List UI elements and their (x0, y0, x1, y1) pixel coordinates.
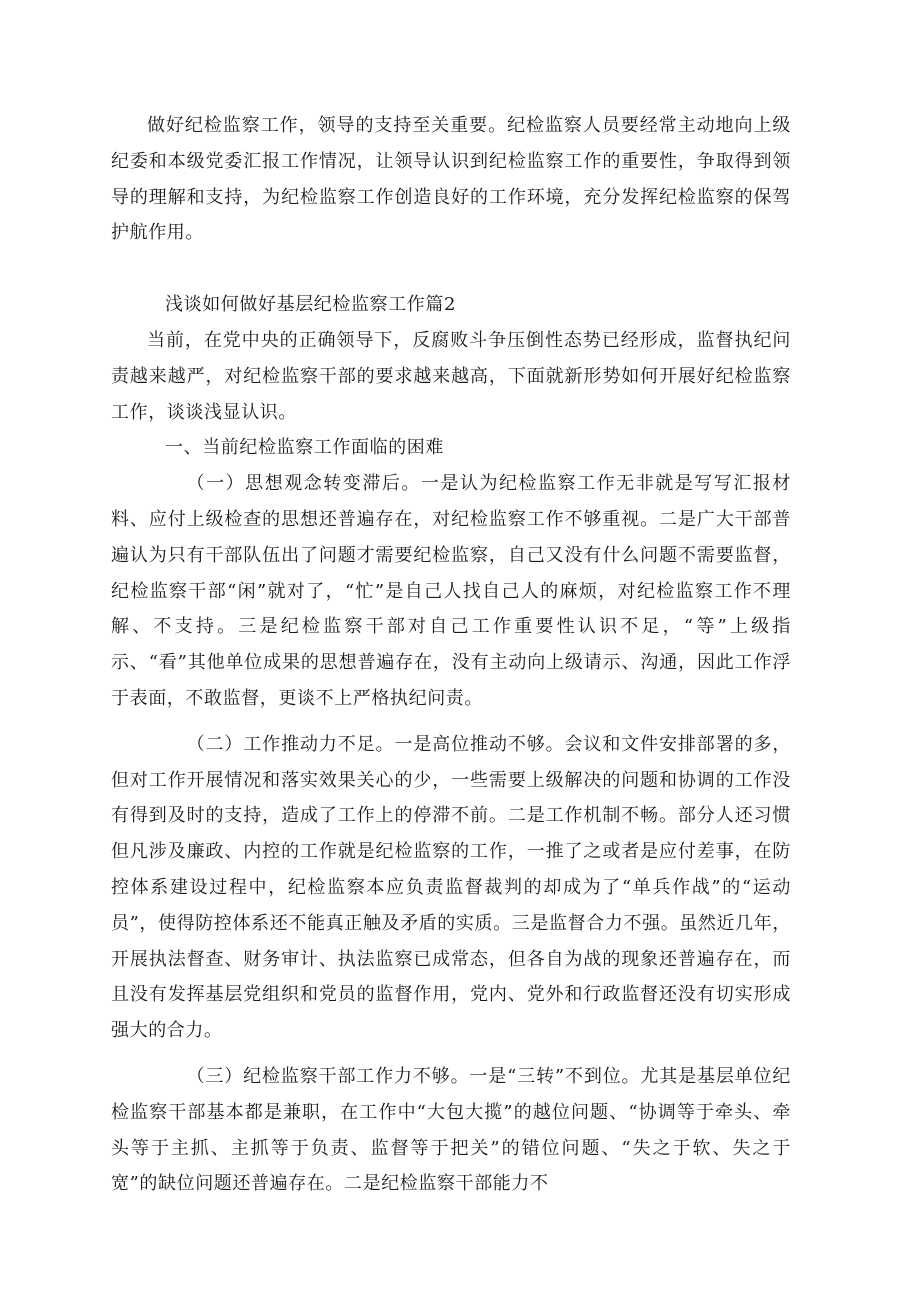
section-heading: 一、当前纪检监察工作面临的困难 (165, 437, 444, 459)
article-title: 浅谈如何做好基层纪检监察工作篇2 (165, 294, 457, 316)
document-page (111, 108, 791, 1202)
paragraph-gap (111, 1049, 791, 1059)
body-paragraph: 当前，在党中央的正确领导下，反腐败斗争压倒性态势已经形成，监督执纪问责越来越严，对纪检监察干部的要求越来越高，下面就新形势如何开展好纪检监察工作，谈谈浅显认识。 (111, 329, 791, 423)
paragraph-gap (111, 251, 791, 287)
body-paragraph: （三）纪检监察干部工作力不够。一是“三转”不到位。尤其是基层单位纪检监察干部基本都是兼职，在工作中“大包大揽”的越位问题、“协调等于牵头、牵头等于主抓、主抓等于负责、监督等于把关”的错位问题、“失之于软、失之于宽”的缺位问题还普遍存在。二是纪检监察干部能力不 (111, 1065, 791, 1195)
body-paragraph: （二）工作推动力不足。一是高位推动不够。会议和文件安排部署的多，但对工作开展情况和落实效果关心的少，一些需要上级解决的问题和协调的工作没有得到及时的支持，造成了工作上的停滞不前。二是工作机制不畅。部分人还习惯但凡涉及廉政、内控的工作就是纪检监察的工作，一推了之或者是应付差事，在防控体系建设过程中，纪检监察本应负责监督裁判的却成为了“单兵作战”的“运动员”，使得防控体系还不能真正触及矛盾的实质。三是监督合力不强。虽然近几年，开展执法督查、财务审计、执法监察已成常态，但各自为战的现象还普遍存在，而且没有发挥基层党组织和党员的监督作用，党内、党外和行政监督还没有切实形成强大的合力。 (111, 733, 791, 1042)
body-paragraph: （一）思想观念转变滞后。一是认为纪检监察工作无非就是写写汇报材料、应付上级检查的思想还普遍存在，对纪检监察工作不够重视。二是广大干部普遍认为只有干部队伍出了问题才需要纪检监察，自己又没有什么问题不需要监督，纪检监察干部“闲”就对了，“忙”是自己人找自己人的麻烦，对纪检监察工作不理解、不支持。三是纪检监察干部对自己工作重要性认识不足，“等”上级指示、“看”其他单位成果的思想普遍存在，没有主动向上级请示、沟通，因此工作浮于表面，不敢监督，更谈不上严格执纪问责。 (111, 473, 791, 709)
paragraph-gap (111, 717, 791, 727)
body-paragraph: 做好纪检监察工作，领导的支持至关重要。纪检监察人员要经常主动地向上级纪委和本级党委汇报工作情况，让领导认识到纪检监察工作的重要性，争取得到领导的理解和支持，为纪检监察工作创造良好的工作环境，充分发挥纪检监察的保驾护航作用。 (111, 115, 791, 244)
